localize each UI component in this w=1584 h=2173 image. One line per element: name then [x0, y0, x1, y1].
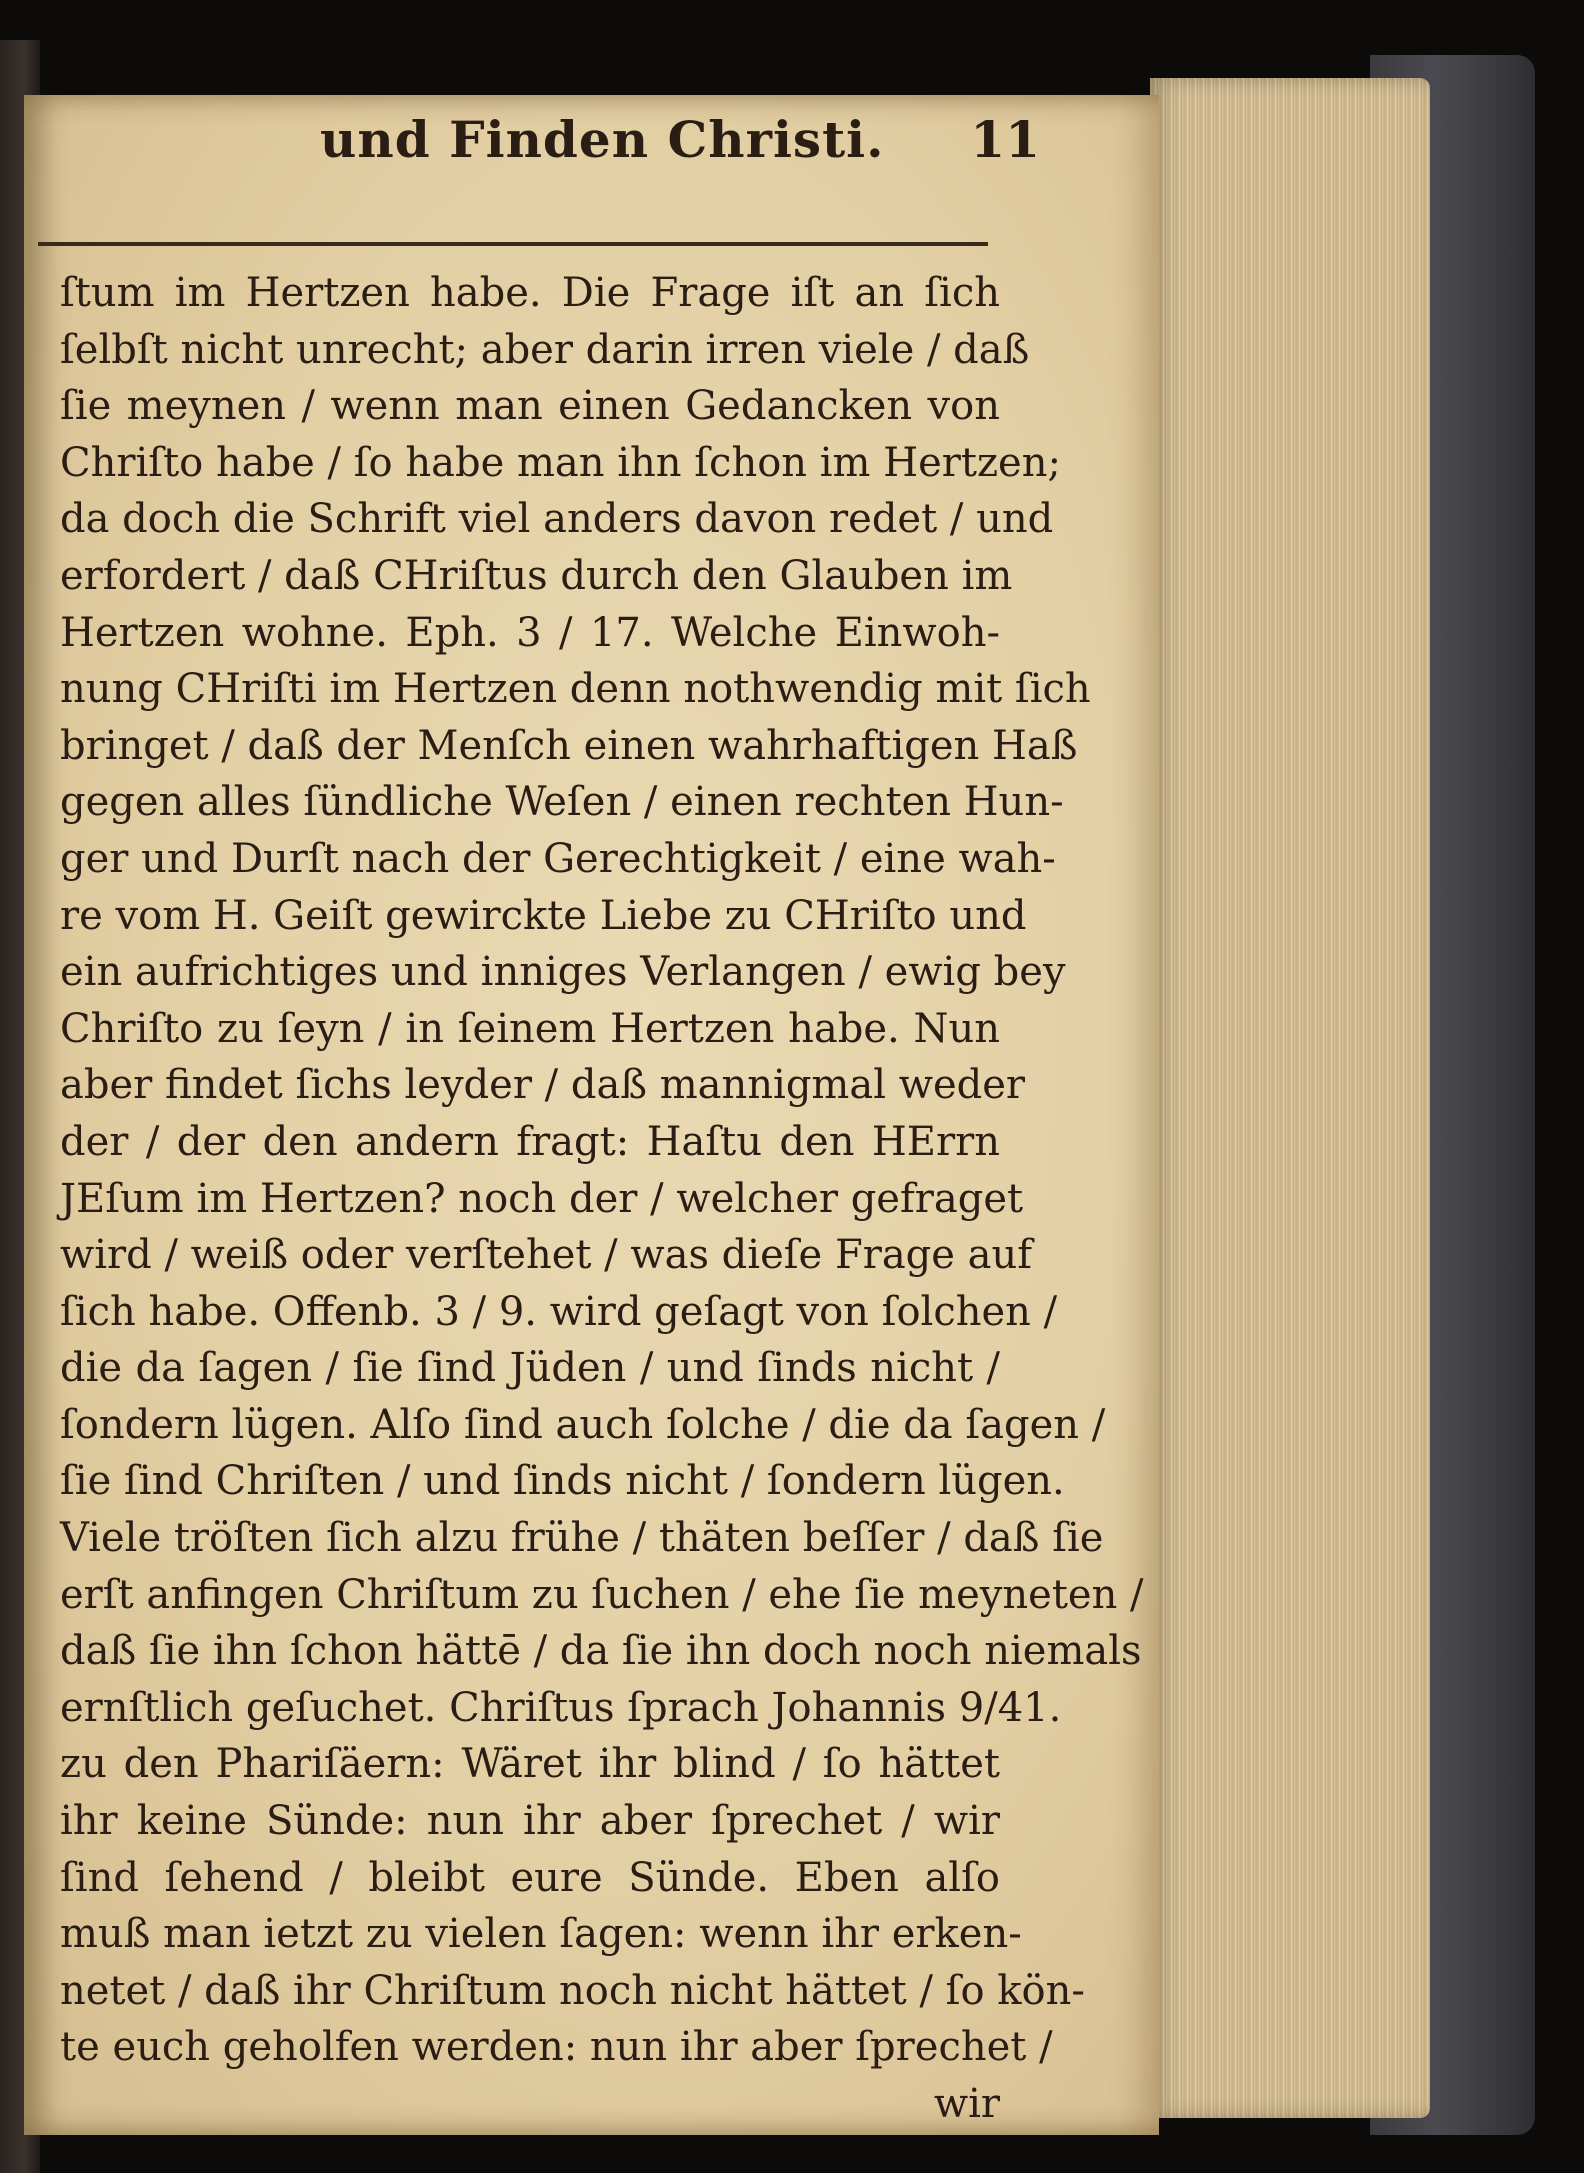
text-line: nung CHriſti im Hertzen denn nothwendig mit ſich [60, 666, 1091, 713]
text-line: erfordert / daß CHriſtus durch den Glauben im [60, 552, 1013, 599]
text-line: ſich habe. Offenb. 3 / 9. wird geſagt von ſolchen / [60, 1288, 1058, 1335]
text-line: netet / daß ihr Chriſtum noch nicht hättet / ſo kön- [60, 1967, 1085, 2014]
text-line: ihr keine Sünde: nun ihr aber ſprechet / wir [60, 1798, 1000, 1845]
text-line: zu den Phariſäern: Wäret ihr blind / ſo hättet [60, 1741, 1000, 1788]
text-line: der / der den andern fragt: Haſtu den HErrn [60, 1118, 1000, 1165]
text-line: Viele tröſten ſich alzu frühe / thäten beſſer / daß ſie [60, 1515, 1104, 1562]
text-line: JEſum im Hertzen? noch der / welcher gefraget [60, 1175, 1024, 1222]
text-line: ſie ſind Chriſten / und ſinds nicht / ſondern lügen. [60, 1458, 1065, 1505]
text-line: muß man ietzt zu vielen ſagen: wenn ihr erken- [60, 1911, 1022, 1958]
text-line: te euch geholfen werden: nun ihr aber ſprechet / [60, 2024, 1053, 2071]
text-line: daß ſie ihn ſchon hättē / da ſie ihn doch noch niemals [60, 1628, 1142, 1675]
text-line: Hertzen wohne. Eph. 3 / 17. Welche Einwoh- [60, 609, 1000, 656]
text-line: ſind ſehend / bleibt eure Sünde. Eben alſo [60, 1854, 1000, 1901]
text-line: da doch die Schrift viel anders davon redet / und [60, 496, 1054, 543]
text-line: Chriſto habe / ſo habe man ihn ſchon im Hertzen; [60, 439, 1061, 486]
header-rule [38, 242, 988, 246]
page-edges [1150, 78, 1430, 2118]
text-line: ſie meynen / wenn man einen Gedancken von [60, 383, 1000, 430]
text-line: re vom H. Geiſt gewirckte Liebe zu CHriſto und [60, 892, 1027, 939]
page-number: 11 [970, 110, 1040, 169]
catchword: wir [933, 2081, 1000, 2127]
text-line: gegen alles ſündliche Weſen / einen rechten Hun- [60, 779, 1064, 826]
text-line: die da ſagen / ſie ſind Jüden / und ſinds nicht / [60, 1345, 1000, 1392]
running-title: und Finden Christi. [320, 110, 885, 169]
body-text [60, 265, 1144, 2133]
page-header [40, 110, 1040, 200]
text-line: wird / weiß oder verſtehet / was dieſe Frage auf [60, 1232, 1033, 1279]
text-line: ger und Durſt nach der Gerechtigkeit / eine wah- [60, 835, 1056, 882]
text-line: ſondern lügen. Alſo ſind auch ſolche / die da ſagen / [60, 1401, 1106, 1448]
text-line: Chriſto zu ſeyn / in ſeinem Hertzen habe. Nun [60, 1005, 1000, 1052]
text-line: erſt anfingen Chriſtum zu ſuchen / ehe ſie meyneten / [60, 1571, 1144, 1618]
text-line: aber findet ſichs leyder / daß mannigmal weder [60, 1062, 1026, 1109]
text-line: ſtum im Hertzen habe. Die Frage iſt an ſich [60, 270, 1000, 316]
text-line: ernſtlich geſuchet. Chriſtus ſprach Johannis 9/41. [60, 1684, 1062, 1731]
text-line: ein aufrichtiges und inniges Verlangen / ewig bey [60, 949, 1066, 996]
text-line: bringet / daß der Menſch einen wahrhaftigen Haß [60, 722, 1078, 769]
text-line: ſelbſt nicht unrecht; aber darin irren viele / daß [60, 326, 1030, 373]
